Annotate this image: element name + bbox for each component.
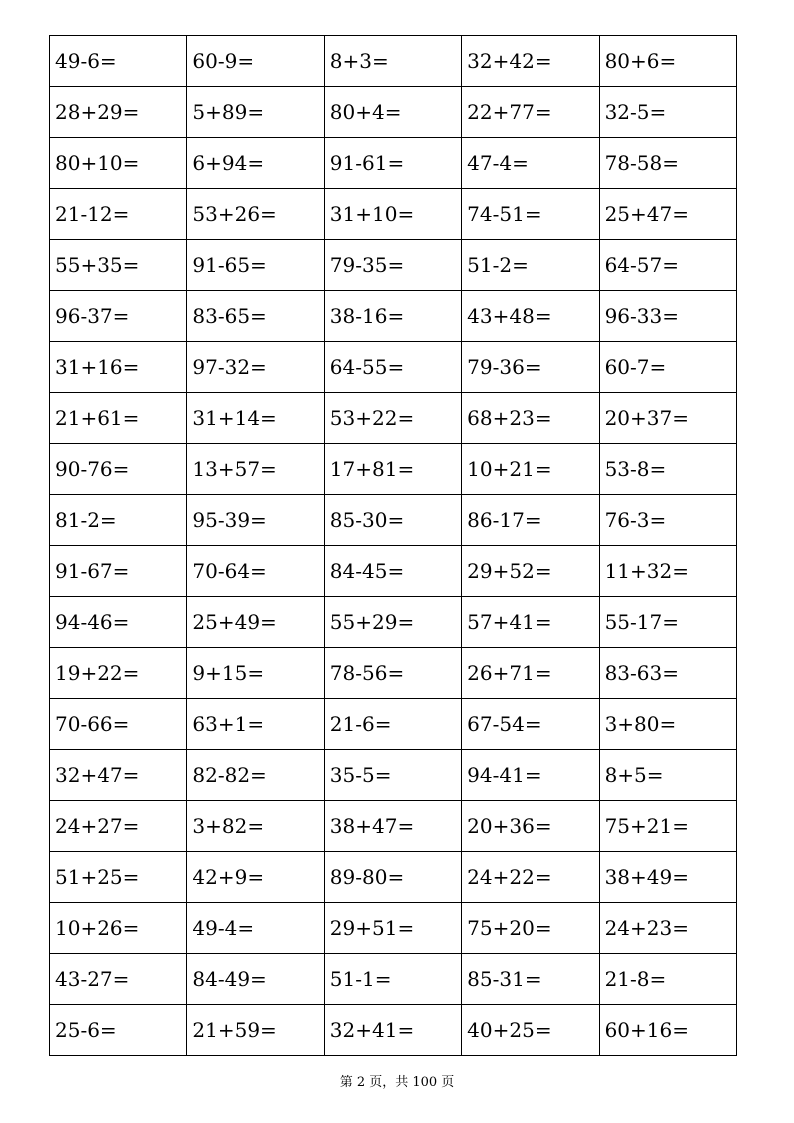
table-row [50,546,737,597]
problem-cell: 32+47= [50,750,187,801]
problem-cell: 55+35= [50,240,187,291]
problem-cell: 86-17= [462,495,599,546]
table-row [50,240,737,291]
problem-cell: 79-35= [324,240,461,291]
problem-cell: 32+42= [462,36,599,87]
problem-cell: 97-32= [187,342,324,393]
problem-cell: 38+49= [599,852,736,903]
problem-cell: 26+71= [462,648,599,699]
problem-cell: 49-4= [187,903,324,954]
problem-cell: 21-12= [50,189,187,240]
problem-cell: 53-8= [599,444,736,495]
problem-cell: 68+23= [462,393,599,444]
problem-cell: 5+89= [187,87,324,138]
table-row [50,699,737,750]
problem-cell: 55-17= [599,597,736,648]
problem-cell: 83-65= [187,291,324,342]
problem-cell: 21+59= [187,1005,324,1056]
problem-cell: 75+20= [462,903,599,954]
problem-cell: 21-6= [324,699,461,750]
problem-cell: 8+5= [599,750,736,801]
problem-cell: 89-80= [324,852,461,903]
problem-cell: 25+49= [187,597,324,648]
problem-cell: 64-55= [324,342,461,393]
problem-cell: 76-3= [599,495,736,546]
problem-cell: 80+6= [599,36,736,87]
problem-cell: 38+47= [324,801,461,852]
problem-cell: 24+22= [462,852,599,903]
problem-cell: 95-39= [187,495,324,546]
problem-cell: 3+80= [599,699,736,750]
table-row [50,138,737,189]
problem-cell: 94-46= [50,597,187,648]
problem-cell: 55+29= [324,597,461,648]
problem-cell: 85-31= [462,954,599,1005]
problem-cell: 81-2= [50,495,187,546]
problem-cell: 51+25= [50,852,187,903]
problem-cell: 13+57= [187,444,324,495]
problem-cell: 51-1= [324,954,461,1005]
table-row [50,87,737,138]
problem-cell: 64-57= [599,240,736,291]
page-footer: 第 2 页，共 100 页 [339,1075,455,1090]
problem-cell: 29+51= [324,903,461,954]
problem-cell: 19+22= [50,648,187,699]
table-row [50,852,737,903]
problem-cell: 21+61= [50,393,187,444]
problem-cell: 67-54= [462,699,599,750]
problem-cell: 79-36= [462,342,599,393]
problem-cell: 25-6= [50,1005,187,1056]
problem-cell: 85-30= [324,495,461,546]
problem-cell: 60-7= [599,342,736,393]
problem-cell: 57+41= [462,597,599,648]
problem-cell: 75+21= [599,801,736,852]
problem-cell: 25+47= [599,189,736,240]
problem-cell: 11+32= [599,546,736,597]
problem-cell: 63+1= [187,699,324,750]
problem-cell: 82-82= [187,750,324,801]
problem-cell: 51-2= [462,240,599,291]
table-row [50,903,737,954]
problem-cell: 20+36= [462,801,599,852]
problem-cell: 38-16= [324,291,461,342]
problem-cell: 83-63= [599,648,736,699]
problem-cell: 96-37= [50,291,187,342]
problem-cell: 3+82= [187,801,324,852]
problem-cell: 78-56= [324,648,461,699]
problem-cell: 28+29= [50,87,187,138]
problem-cell: 84-45= [324,546,461,597]
table-row [50,291,737,342]
problem-cell: 70-64= [187,546,324,597]
problem-cell: 43-27= [50,954,187,1005]
problem-cell: 24+23= [599,903,736,954]
table-row [50,189,737,240]
problem-cell: 29+52= [462,546,599,597]
problem-cell: 10+21= [462,444,599,495]
problem-cell: 91-61= [324,138,461,189]
problem-cell: 32+41= [324,1005,461,1056]
table-row [50,444,737,495]
problem-cell: 24+27= [50,801,187,852]
problem-cell: 8+3= [324,36,461,87]
table-row [50,1005,737,1056]
problem-cell: 22+77= [462,87,599,138]
problem-cell: 35-5= [324,750,461,801]
problem-cell: 94-41= [462,750,599,801]
problem-cell: 47-4= [462,138,599,189]
problem-cell: 91-67= [50,546,187,597]
problem-cell: 80+4= [324,87,461,138]
problem-cell: 60-9= [187,36,324,87]
problem-cell: 6+94= [187,138,324,189]
problem-cell: 42+9= [187,852,324,903]
table-row [50,801,737,852]
table-row [50,648,737,699]
problem-cell: 96-33= [599,291,736,342]
problem-cell: 9+15= [187,648,324,699]
problem-cell: 40+25= [462,1005,599,1056]
table-row [50,597,737,648]
problem-cell: 78-58= [599,138,736,189]
problem-cell: 60+16= [599,1005,736,1056]
table-row [50,495,737,546]
table-row [50,393,737,444]
table-row [50,750,737,801]
problem-cell: 10+26= [50,903,187,954]
problem-cell: 53+22= [324,393,461,444]
problem-cell: 32-5= [599,87,736,138]
problem-cell: 49-6= [50,36,187,87]
problem-cell: 21-8= [599,954,736,1005]
problem-cell: 74-51= [462,189,599,240]
problem-cell: 84-49= [187,954,324,1005]
problem-cell: 91-65= [187,240,324,291]
problem-cell: 80+10= [50,138,187,189]
problem-cell: 53+26= [187,189,324,240]
problem-cell: 31+16= [50,342,187,393]
problem-cell: 17+81= [324,444,461,495]
problem-cell: 31+14= [187,393,324,444]
problem-cell: 70-66= [50,699,187,750]
problem-cell: 90-76= [50,444,187,495]
problem-cell: 20+37= [599,393,736,444]
arithmetic-worksheet-table [49,35,737,1056]
table-row [50,36,737,87]
problem-cell: 43+48= [462,291,599,342]
worksheet-body [50,36,737,1056]
table-row [50,954,737,1005]
table-row [50,342,737,393]
problem-cell: 31+10= [324,189,461,240]
